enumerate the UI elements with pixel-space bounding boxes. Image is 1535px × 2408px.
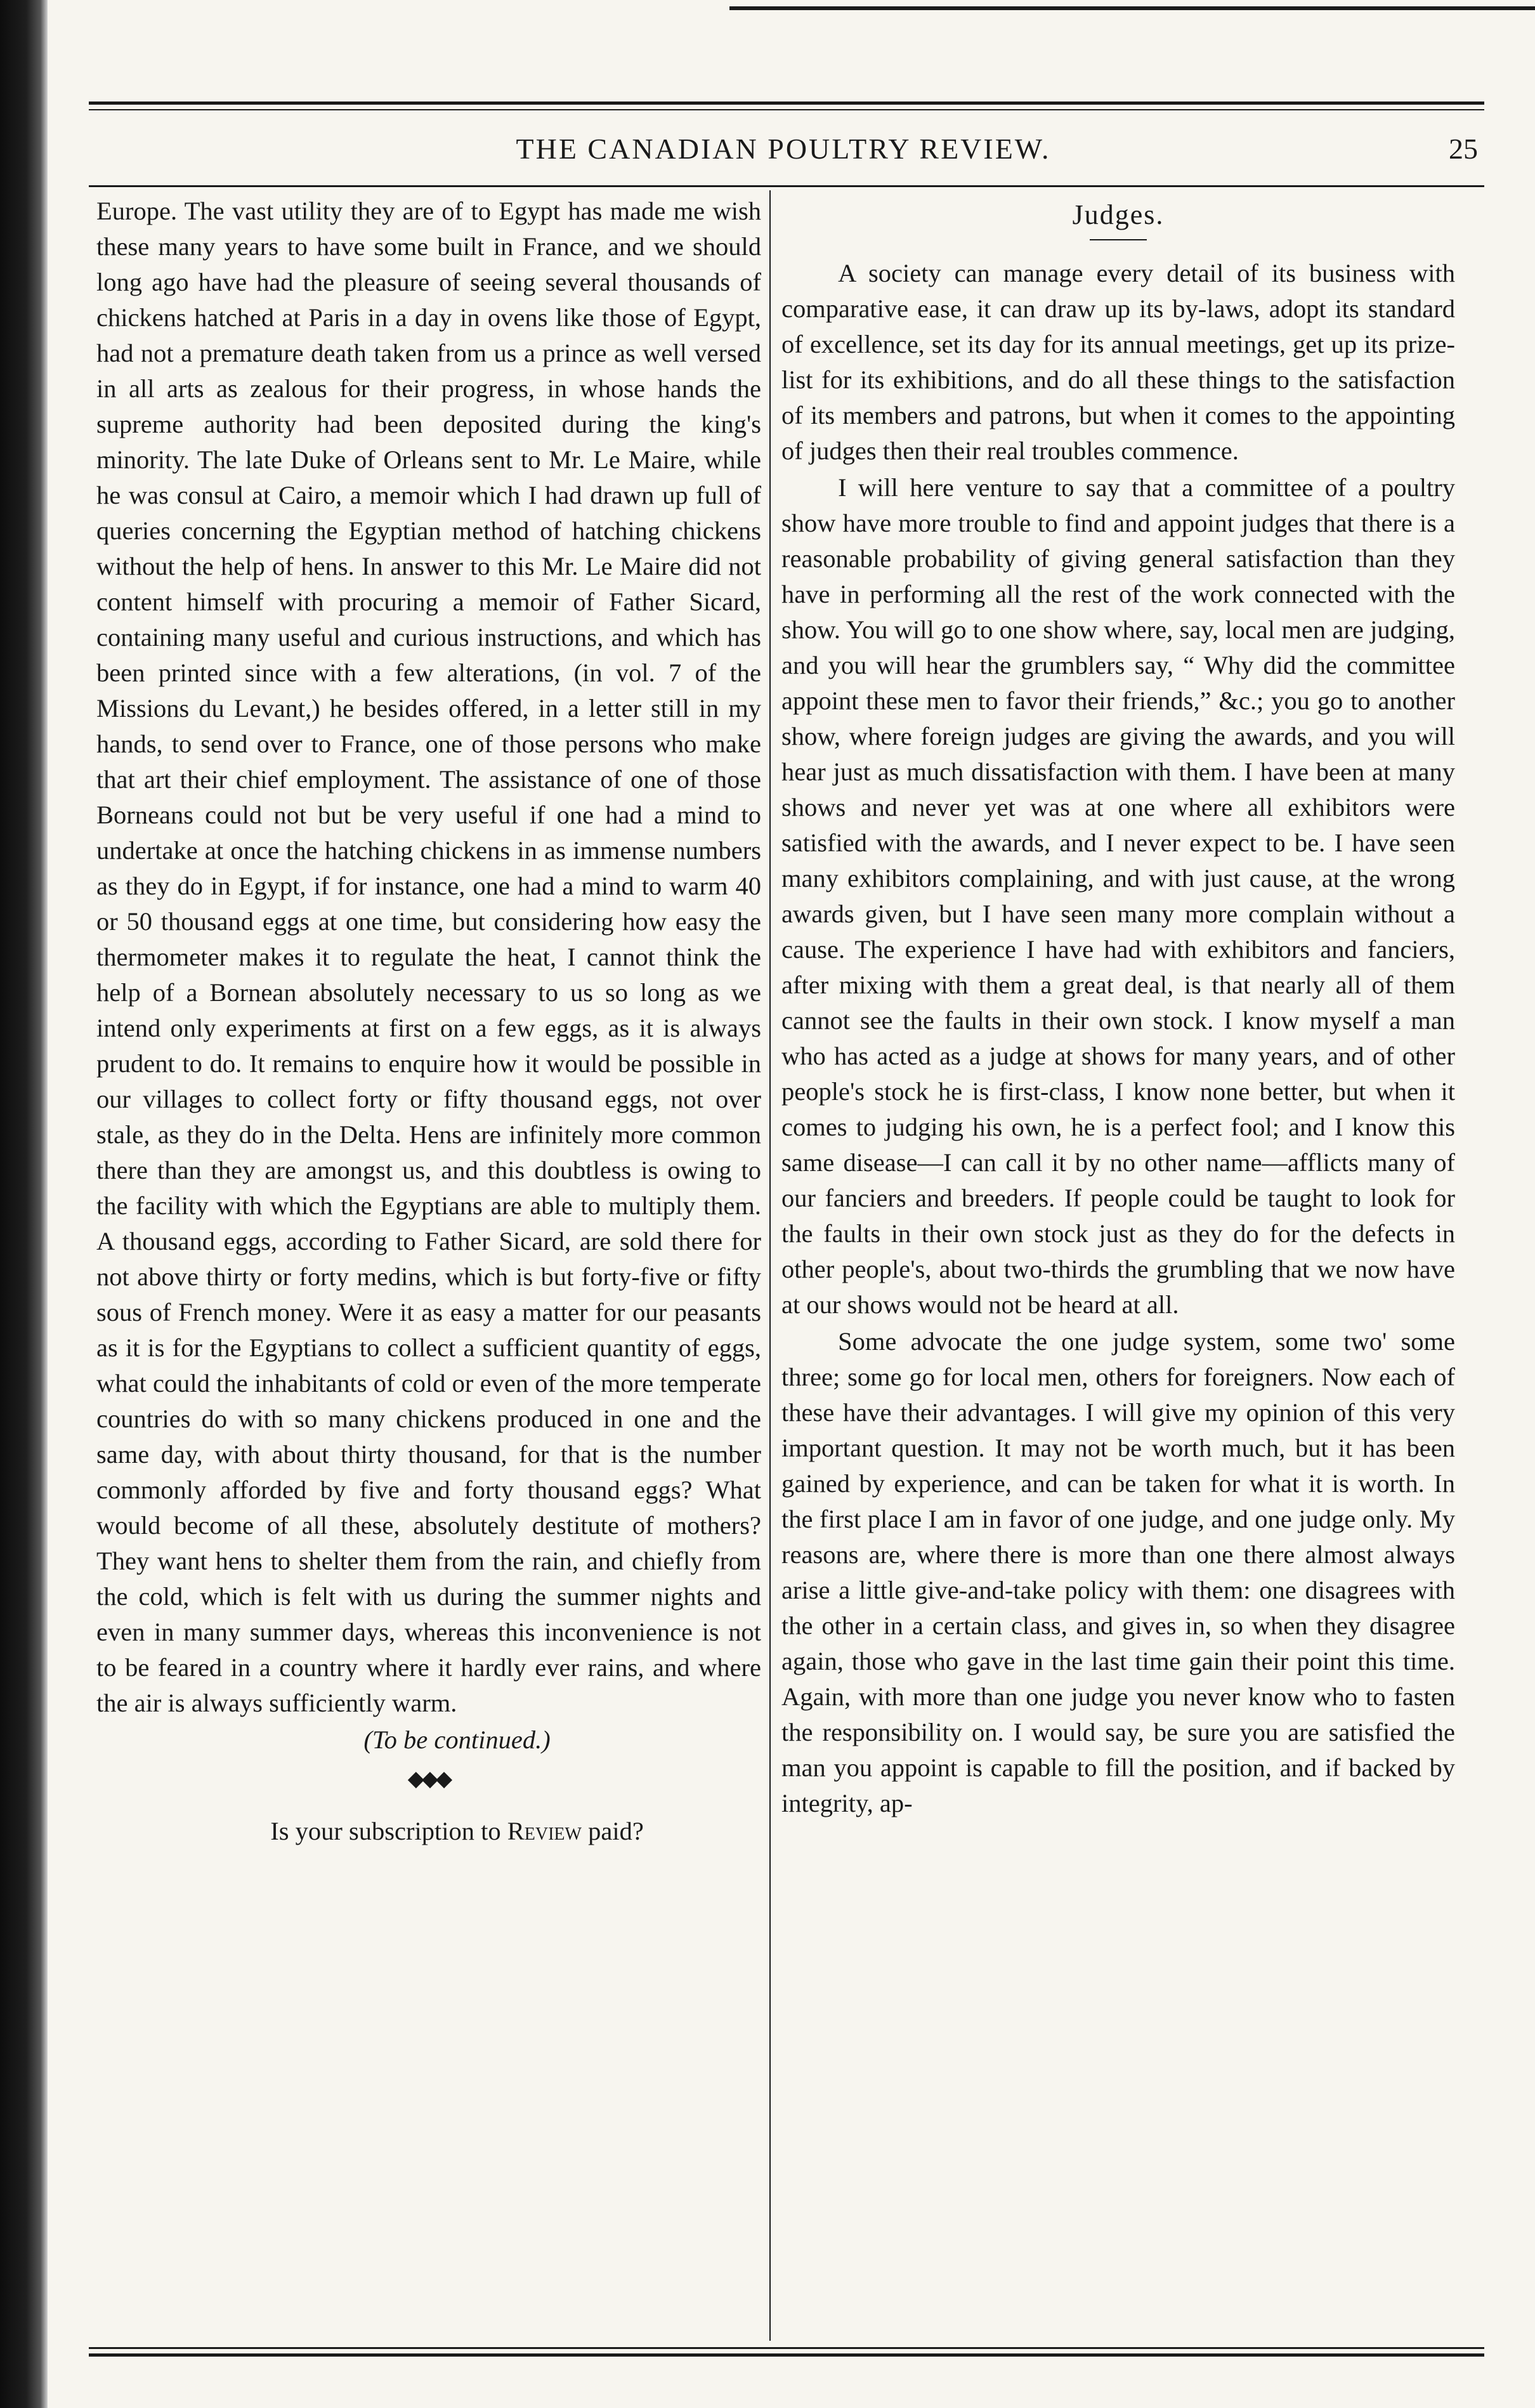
to-be-continued: (To be continued.)	[363, 1725, 551, 1754]
judges-paragraph: I will here venture to say that a committee of a poultry show have more trouble to find and appoint judges that there is a reasonable probability of giving general satisfaction than they have in performing all the rest of the work connected with the show. You will go to one show where, say, local men are judging, and you will hear the grumblers say, “ Why did the committee appoint these men to favor their friends,” &c.; you go to another show, where foreign judges are giving the awards, and you will hear just as much dissatisfaction with them. I have been at many shows and never yet was at one where all exhibitors were satisfied with the awards, and I never expect to be. I have seen many exhibitors complaining, and with just cause, at the wrong awards given, but I have seen many more complain without a cause. The experience I have had with exhibitors and fanciers, after mixing with them a great deal, is that nearly all of them cannot see the faults in their own stock. I know myself a man who has acted as a judge at shows for many years, and of other people's stock he is first-class, I know none better, but when it comes to judging his own, he is a perfect fool; and I know this same disease—I can call it by no other name—afflicts many of our fanciers and breeders. If people could be taught to look for the faults in their own stock just as they do for the defects in other people's, about two-thirds the grumbling that we now have at our shows would not be heard at all.	[781, 473, 1455, 1319]
right-column	[781, 193, 1455, 1821]
page-header	[89, 132, 1478, 170]
judges-paragraph: A society can manage every detail of its business with comparative ease, it can draw up its by-laws, adopt its standard of excellence, set its day for its annual meetings, get up its prize-list for its exhibitions, and do all these things to the satisfaction of its members and patrons, but when it comes to the appointing of judges then their real troubles commence.	[781, 259, 1455, 465]
column-divider	[769, 190, 771, 2341]
header-double-rule-upper	[89, 101, 1484, 105]
left-column	[96, 193, 761, 1849]
article-paragraph: Europe. The vast utility they are of to Egypt has made me wish these many years to have some built in France, and we should long ago have had the pleasure of seeing several thousands of chickens hatched at Paris in a day in ovens like those of Egypt, had not a premature death taken from us a prince as well versed in all arts as zealous for their progress, in whose hands the supreme authority had been deposited during the king's minority. The late Duke of Orleans sent to Mr. Le Maire, while he was consul at Cairo, a memoir which I had drawn up full of queries concerning the Egyptian method of hatching chickens without the help of hens. In answer to this Mr. Le Maire did not content himself with procuring a memoir of Father Sicard, containing many useful and curious instructions, and which has been printed since with a few alterations, (in vol. 7 of the Missions du Levant,) he besides offered, in a letter still in my hands, to send over to France, one of those persons who make that art their chief employment. The assistance of one of those Borneans could not but be very useful if one had a mind to undertake at once the hatching chickens in as immense numbers as they do in Egypt, if for instance, one had a mind to warm 40 or 50 thousand eggs at one time, but considering how easy the thermometer makes it to regulate the heat, I cannot think the help of a Bornean absolutely necessary to us so long as we intend only experiments at first on a few eggs, as it is always prudent to do. It remains to enquire how it would be possible in our villages to collect forty or fifty thousand eggs, not over stale, as they do in the Delta. Hens are infinitely more common there than they are amongst us, and this doubtless is owing to the facility with which the Egyptians are able to multiply them. A thousand eggs, according to Father Sicard, are sold there for not above thirty or forty medins, which is but forty-five or fifty sous of French money. Were it as easy a matter for our peasants as it is for the Egyptians to collect a sufficient quantity of eggs, what could the inhabitants of cold or even of the more temperate countries do with so many chickens produced in one and the same day, with about thirty thousand, for that is the number commonly afforded by five and forty thousand eggs? What would become of all these, absolutely destitute of mothers? They want hens to shelter them from the rain, and chiefly from the cold, which is felt with us during the summer nights and even in many summer days, whereas this inconvenience is not to be feared in a country where it hardly ever rains, and where the air is always sufficiently warm.	[96, 197, 761, 1717]
ornament-divider: ◆◆◆	[407, 1767, 450, 1791]
top-rule	[729, 6, 1535, 10]
header-double-rule-lower	[89, 109, 1484, 110]
footer-double-rule-upper	[89, 2347, 1484, 2349]
header-under-rule	[89, 185, 1484, 187]
subscription-notice: Is your subscription to Review paid?	[270, 1817, 644, 1845]
page-number: 25	[1449, 133, 1478, 165]
book-spine-shadow	[0, 0, 48, 2408]
section-heading-judges: Judges.	[1072, 199, 1165, 230]
journal-title: THE CANADIAN POULTRY REVIEW.	[516, 133, 1051, 165]
judges-paragraph: Some advocate the one judge system, some two' some three; some go for local men, others for foreigners. Now each of these have their advantages. I will give my opinion of this very important question. It may not be worth much, but it has been gained by experience, and can be taken for what it is worth. In the first place I am in favor of one judge, and one judge only. My reasons are, where there is more than one there almost always arise a little give-and-take policy with them: one disagrees with the other in a certain class, and gives in, so when they disagree again, those who gave in the last time gain their point this time. Again, with more than one judge you never know who to fasten the responsibility on. I would say, be sure you are satisfied the man you appoint is capable to fill the position, and if backed by integrity, ap-	[781, 1327, 1455, 1817]
heading-rule	[1090, 239, 1147, 240]
footer-double-rule-lower	[89, 2353, 1484, 2357]
